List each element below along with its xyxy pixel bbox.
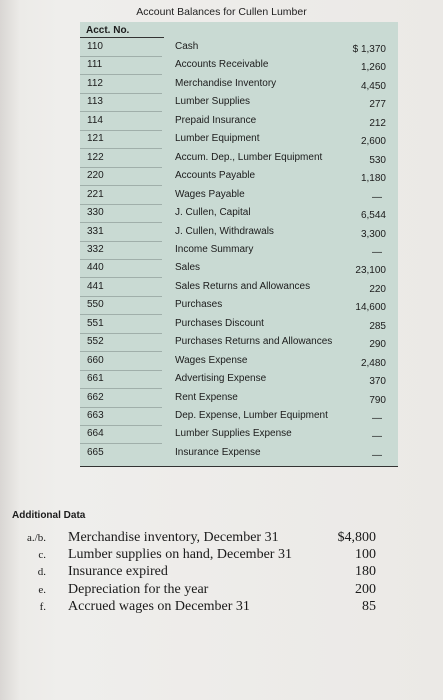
row-divider [80,204,162,205]
row-divider [80,167,162,168]
row-divider [80,333,162,334]
account-name: J. Cullen, Withdrawals [175,225,274,237]
additional-data-item [12,530,392,547]
acct-number: 440 [87,262,104,274]
additional-data-item [12,564,392,581]
row-divider [80,130,162,131]
account-balance: 220 [369,283,386,295]
acct-number: 664 [87,428,104,440]
additional-data-item [12,599,392,616]
account-balance: — [372,246,382,258]
account-balance: 4,450 [360,80,386,92]
item-value: 200 [355,581,376,597]
acct-number: 220 [87,170,104,182]
account-balance: 530 [369,154,386,166]
row-divider [80,443,162,444]
account-name: Rent Expense [175,391,238,403]
acct-number: 121 [87,133,104,145]
account-name: Purchases Discount [175,317,264,329]
item-description: Accrued wages on December 31 [68,598,250,614]
table-row [80,447,398,465]
header-rule [80,37,164,38]
row-divider [80,56,162,57]
row-divider [80,296,162,297]
row-divider [80,407,162,408]
item-label: f. [39,600,46,613]
item-label: c. [38,549,46,562]
item-label: a./b. [27,532,46,544]
account-balance: — [372,413,382,424]
row-divider [80,93,162,94]
account-name: Insurance Expense [175,446,261,458]
item-description: Depreciation for the year [68,581,209,597]
row-divider [80,370,162,371]
acct-number: 331 [87,225,104,237]
row-divider [80,148,162,149]
account-balance: — [372,431,382,443]
account-balance: $ 1,370 [352,44,386,55]
acct-number: 662 [87,391,104,403]
account-balance: 2,480 [360,357,386,369]
row-divider [80,314,162,315]
additional-data-item [12,547,392,564]
account-name: Cash [175,41,199,52]
additional-data-item [12,582,392,599]
acct-number: 332 [87,243,104,255]
account-name: Purchases Returns and Allowances [175,336,333,348]
account-balance: 3,300 [360,228,386,240]
row-divider [80,259,162,260]
account-balance: — [372,449,382,461]
acct-number: 113 [87,96,103,108]
row-divider [80,74,162,75]
acct-no-header: Acct. No. [86,25,130,36]
item-label: d. [37,566,46,579]
account-balance: 370 [369,376,386,388]
item-description: Lumber supplies on hand, December 31 [68,547,292,563]
account-balance: 285 [369,320,386,332]
acct-number: 114 [87,114,103,126]
item-value: $4,800 [337,530,376,545]
acct-number: 110 [87,41,103,52]
row-divider [80,351,162,352]
acct-number: 441 [87,280,104,292]
item-description: Merchandise inventory, December 31 [68,530,279,545]
account-name: Sales Returns and Allowances [175,280,311,292]
item-description: Insurance expired [68,564,168,580]
acct-number: 665 [87,446,104,458]
account-name: Prepaid Insurance [175,114,257,126]
account-name: J. Cullen, Capital [175,207,251,219]
acct-number: 552 [87,336,104,348]
item-label: e. [38,583,46,596]
account-name: Merchandise Inventory [175,77,277,89]
account-name: Accounts Payable [175,170,256,182]
account-balance: 1,260 [360,62,386,74]
row-divider [80,425,162,426]
account-name: Accounts Receivable [175,59,269,71]
additional-data-heading: Additional Data [12,510,86,521]
account-name: Lumber Supplies Expense [175,428,292,440]
account-name: Wages Payable [175,188,245,200]
acct-number: 663 [87,410,104,421]
acct-number: 122 [87,151,104,163]
row-divider [80,111,162,112]
item-value: 85 [362,598,376,614]
account-balance: 277 [369,99,386,111]
account-name: Income Summary [175,243,254,255]
item-value: 100 [355,547,376,563]
account-balance: 790 [369,394,386,406]
acct-number: 550 [87,299,104,311]
account-name: Purchases [175,299,223,311]
account-name: Dep. Expense, Lumber Equipment [175,410,328,421]
acct-number: 551 [87,317,104,329]
row-divider [80,185,162,186]
item-value: 180 [355,564,376,580]
acct-number: 112 [87,77,103,89]
account-balance: 14,600 [355,302,386,314]
account-name: Accum. Dep., Lumber Equipment [175,151,323,163]
page-title: Account Balances for Cullen Lumber [136,6,307,18]
account-name: Sales [175,262,201,274]
account-balance: 2,600 [360,136,386,148]
row-divider [80,222,162,223]
acct-number: 221 [87,188,104,200]
acct-number: 111 [87,59,103,71]
account-balance: 1,180 [360,173,386,185]
acct-number: 661 [87,373,104,385]
account-balance: 212 [369,117,386,129]
acct-number: 330 [87,207,104,219]
account-balance: 290 [369,339,386,351]
account-name: Advertising Expense [175,373,267,385]
account-name: Lumber Equipment [175,133,260,145]
row-divider [80,277,162,278]
row-divider [80,388,162,389]
account-balance: — [372,191,382,203]
account-balance: 6,544 [360,210,386,222]
account-balance: 23,100 [355,265,386,277]
acct-number: 660 [87,354,104,366]
account-name: Lumber Supplies [175,96,251,108]
account-name: Wages Expense [175,354,248,366]
row-divider [80,241,162,242]
